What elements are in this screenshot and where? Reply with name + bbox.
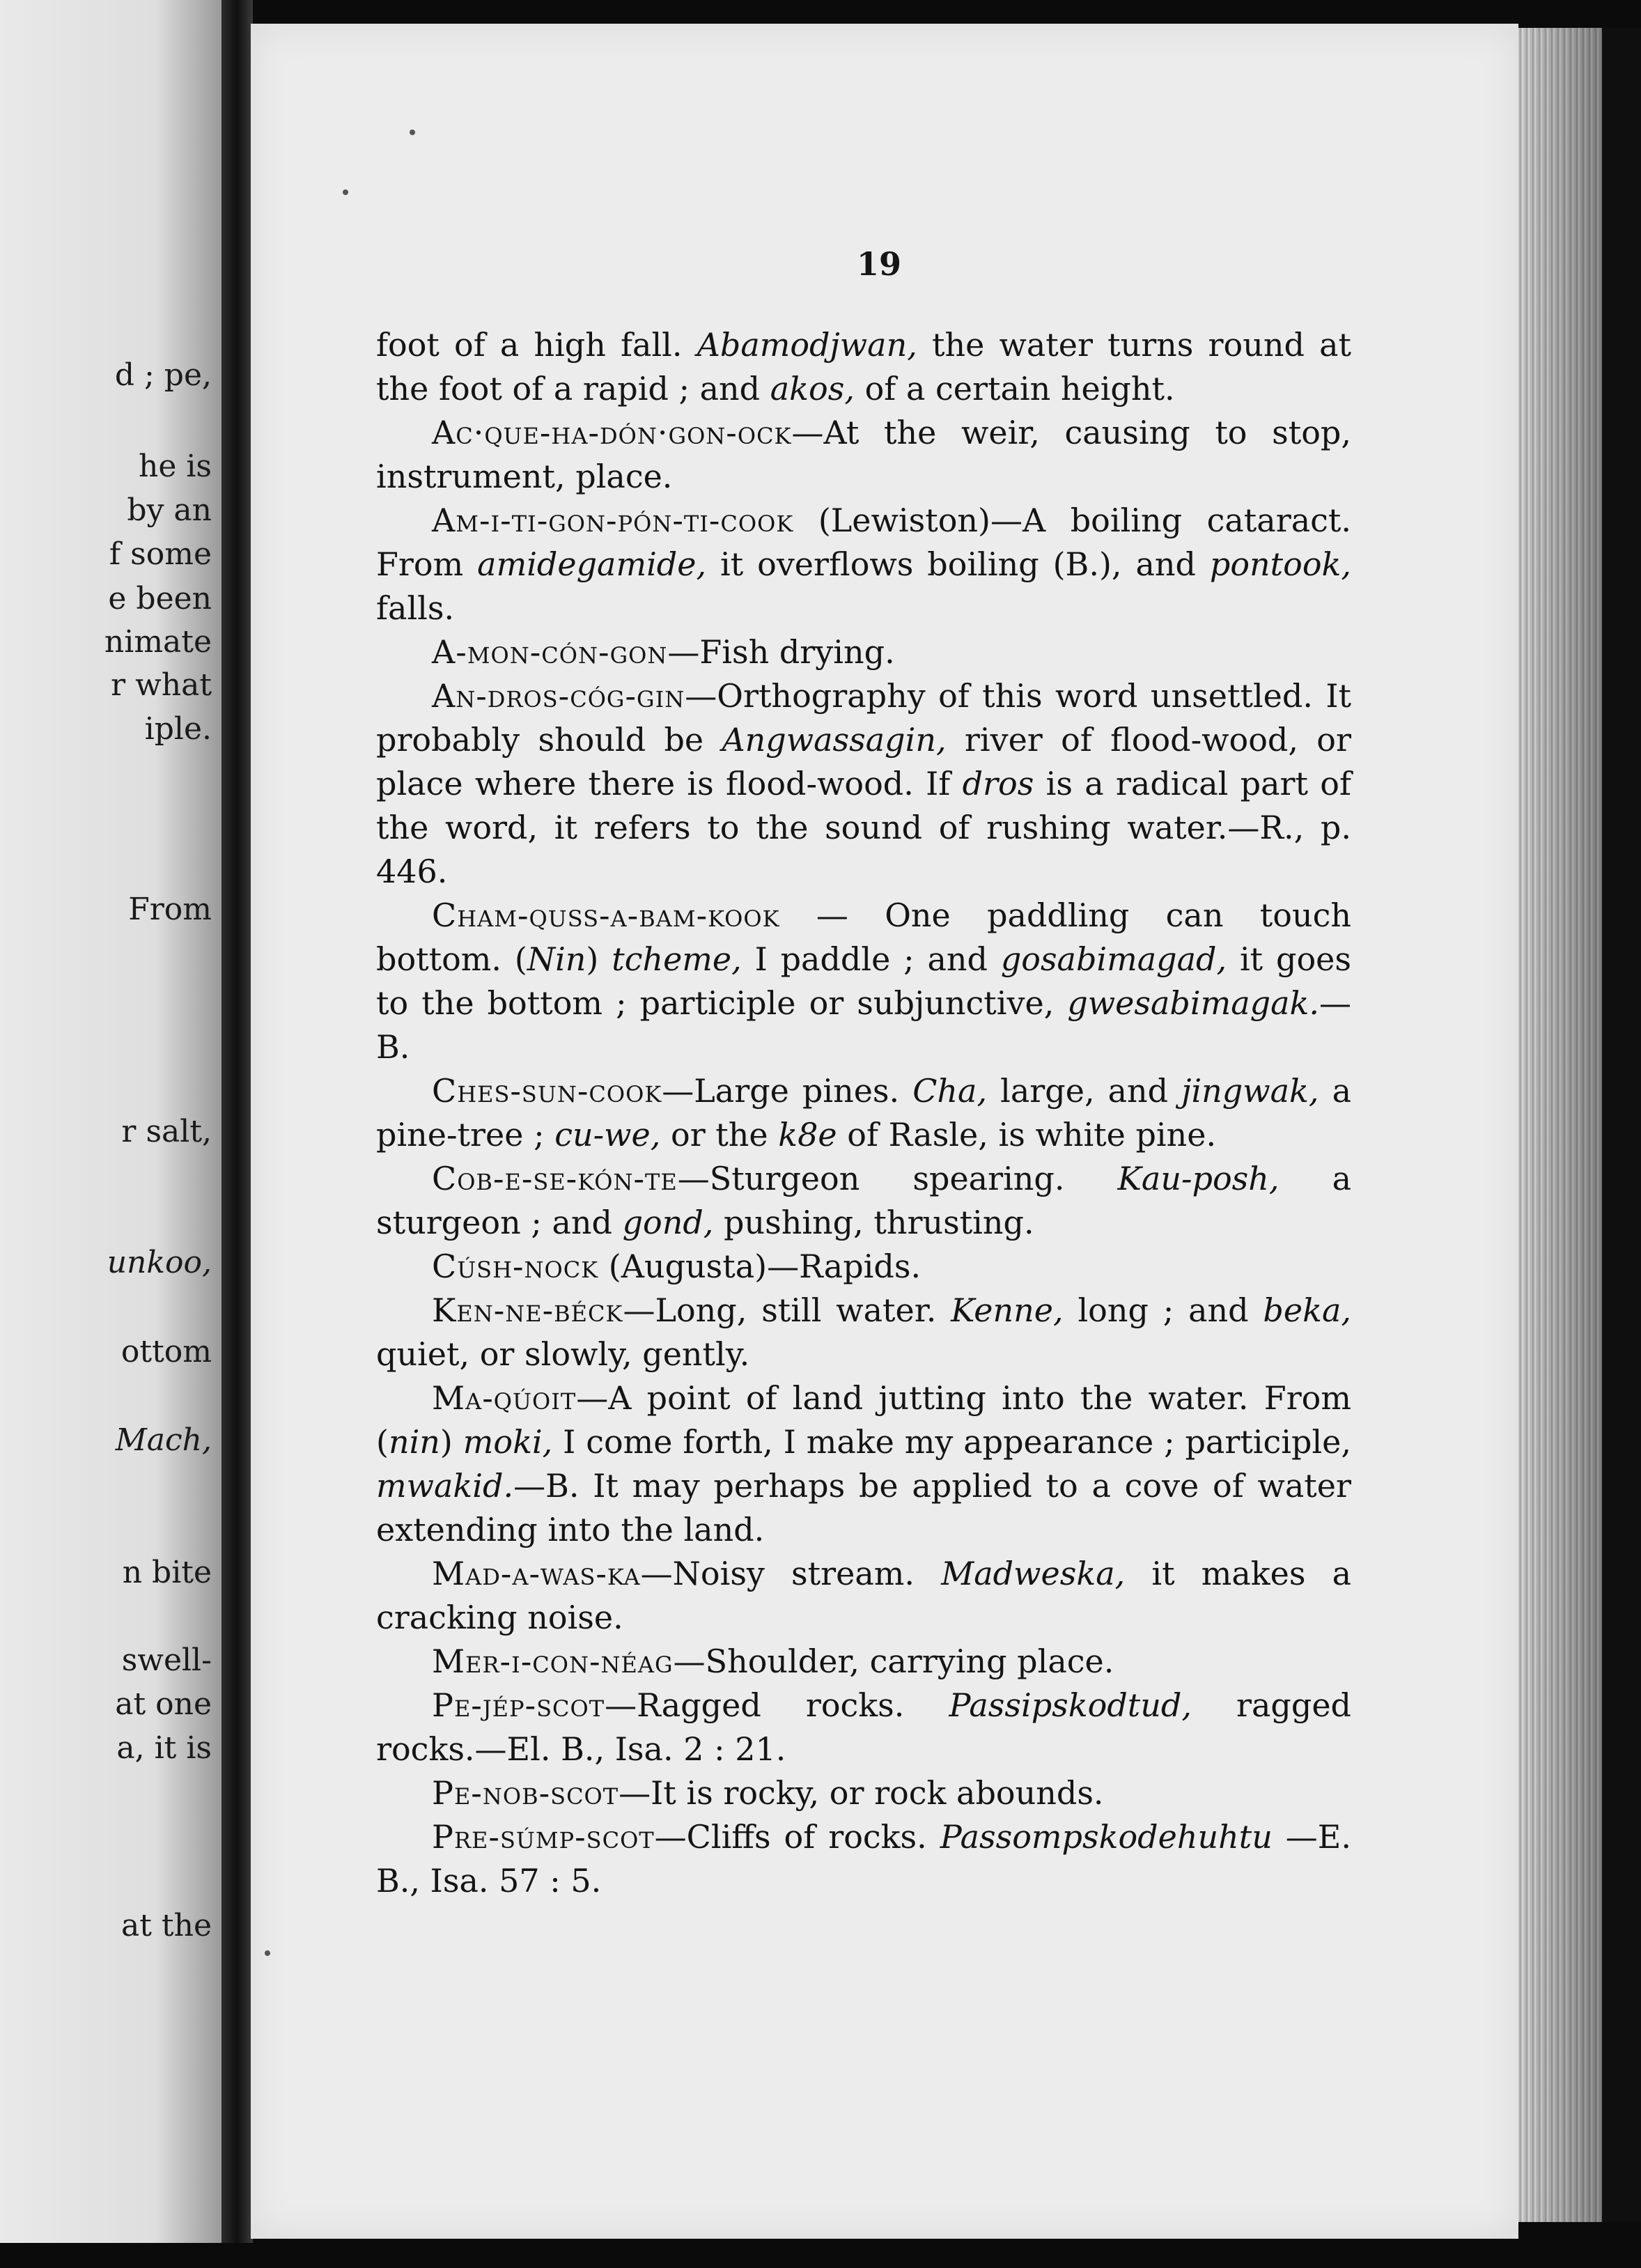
text-run: foot of a high fall. <box>376 326 697 364</box>
text-run: —Large pines. <box>662 1072 913 1110</box>
native-term: jingwak, <box>1181 1072 1319 1110</box>
text-run: —Cliffs of rocks. <box>654 1818 940 1856</box>
page-edges-shadow <box>1518 28 1602 2222</box>
text-run: —At the weir, causing to stop, instrument, place. <box>376 414 1351 495</box>
text-run: —It is rocky, or rock abounds. <box>619 1774 1104 1812</box>
left-page-line: nimate <box>104 624 212 660</box>
speck <box>410 130 415 135</box>
left-page-line: From <box>128 892 212 927</box>
text-run: of Rasle, is white pine. <box>837 1116 1217 1154</box>
entry-cobesekonte <box>376 1157 1351 1245</box>
native-term: dros <box>962 765 1034 802</box>
text-run: —A point of land jutting into the water. From ( <box>376 1379 1351 1461</box>
entry-presumpscot <box>376 1815 1351 1903</box>
entry-chamqussabamkook <box>376 894 1351 1069</box>
native-term: tcheme, <box>612 940 742 978</box>
left-page-line: by an <box>127 492 212 528</box>
native-term: Angwassagin, <box>722 721 947 759</box>
native-term: Kau-posh, <box>1117 1160 1280 1197</box>
entry-amoncongon <box>376 630 1351 674</box>
text-run: long ; and <box>1063 1291 1263 1329</box>
left-page-line: d ; pe, <box>114 357 212 393</box>
native-term: moki, <box>462 1423 553 1461</box>
text-run: ) <box>586 940 612 978</box>
native-term: cu-we, <box>554 1116 661 1154</box>
entry-headword: Ma-qúoit <box>432 1379 577 1417</box>
text-run: —Orthography of this word unsettled. It probably should be <box>376 677 1351 759</box>
text-run: —B. It may perhaps be applied to a cove of water extending into the land. <box>376 1467 1351 1548</box>
text-run: river of flood-wood, or place where there is flood-wood. If <box>376 721 1351 802</box>
entry-headword: Ac·que-ha-dón·gon-ock <box>432 414 792 451</box>
text-run: —Sturgeon spearing. <box>677 1160 1118 1197</box>
dictionary-text <box>376 323 1351 1903</box>
left-page-line: n bite <box>122 1555 212 1590</box>
page-number: 19 <box>857 245 902 283</box>
entry-headword: An-dros-cóg-gin <box>432 677 685 715</box>
text-run: —Ragged rocks. <box>605 1686 949 1724</box>
text-run: of a certain height. <box>854 370 1175 407</box>
entry-maquoit <box>376 1376 1351 1552</box>
native-term: Nin <box>527 940 586 978</box>
entry-headword: Cham-quss-a-bam-kook <box>432 896 780 934</box>
text-run: the water turns round at the foot of a rapid ; and <box>376 326 1351 407</box>
native-term: Abamodjwan, <box>697 326 917 364</box>
entry-chessuncook <box>376 1069 1351 1157</box>
entry-headword: Ken-ne-béck <box>432 1291 623 1329</box>
native-term: Kenne, <box>951 1291 1064 1329</box>
entry-madawaska <box>376 1552 1351 1640</box>
text-run: ) <box>440 1423 463 1461</box>
native-term: k8e <box>778 1116 837 1154</box>
entry-androscoggin <box>376 674 1351 894</box>
speck <box>343 189 348 195</box>
text-run: I come forth, I make my appearance ; participle, <box>552 1423 1351 1461</box>
left-page-line: r salt, <box>121 1114 212 1149</box>
text-run: large, and <box>987 1072 1182 1110</box>
left-page-line: r what <box>111 667 212 703</box>
entry-headword: Pe-nob-scot <box>432 1774 619 1812</box>
native-term: amidegamide, <box>477 545 707 583</box>
text-run: it makes a cracking noise. <box>376 1555 1351 1636</box>
text-run: a pine-tree ; <box>376 1072 1352 1154</box>
text-run: —E. B., Isa. 57 : 5. <box>376 1818 1351 1900</box>
entry-acquehadongonock <box>376 411 1351 499</box>
native-term: beka, <box>1263 1291 1351 1329</box>
continued-paragraph <box>376 323 1351 411</box>
text-run: or the <box>660 1116 779 1154</box>
text-run: falls. <box>376 589 455 627</box>
left-page-line: he is <box>138 449 212 484</box>
entry-cushnock <box>376 1245 1351 1289</box>
entry-penobscot <box>376 1771 1351 1815</box>
left-page-line: ottom <box>120 1334 212 1369</box>
native-term: mwakid. <box>376 1467 514 1505</box>
speck <box>265 1950 270 1956</box>
native-term: gosabimagad, <box>1000 940 1227 978</box>
book-gutter <box>221 0 253 2243</box>
text-run: —Fish drying. <box>667 633 895 671</box>
entry-headword: Mer-i-con-néag <box>432 1642 674 1680</box>
left-page-line: unkoo, <box>107 1245 212 1280</box>
native-term: gwesabimagak. <box>1067 984 1319 1022</box>
entry-kennebeck <box>376 1289 1351 1376</box>
text-run: quiet, or slowly, gently. <box>376 1335 750 1373</box>
left-page-line: e been <box>108 581 212 616</box>
entry-mericonneag <box>376 1640 1351 1684</box>
text-run: a sturgeon ; and <box>376 1160 1351 1241</box>
native-term: gond, <box>622 1204 714 1241</box>
entry-headword: Cúsh-nock <box>432 1248 599 1285</box>
entry-headword: A-mon-cón-gon <box>432 633 668 671</box>
text-run: — One paddling can touch bottom. ( <box>376 896 1351 978</box>
native-term: Passipskodtud, <box>949 1686 1192 1724</box>
entry-headword: Pe-jép-scot <box>432 1686 605 1724</box>
text-run: is a radical part of the word, it refers to the sound of rushing water.—R., p. 446. <box>376 765 1352 890</box>
left-page-line: a, it is <box>116 1730 212 1766</box>
native-term: Cha, <box>912 1072 988 1110</box>
text-run: —Shoulder, carrying place. <box>673 1642 1114 1680</box>
left-page-line: iple. <box>144 711 212 747</box>
native-term: Passompskodehuhtu <box>940 1818 1273 1856</box>
entry-headword: Pre-súmp-scot <box>432 1818 655 1856</box>
left-page-fragment <box>0 0 221 2243</box>
native-term: akos, <box>770 370 855 407</box>
entry-pejepscot <box>376 1684 1351 1771</box>
entry-headword: Am-i-ti-gon-pón-ti-cook <box>432 502 794 539</box>
text-run: (Augusta)—Rapids. <box>598 1248 921 1285</box>
text-run: I paddle ; and <box>741 940 1001 978</box>
entry-headword: Cob-e-se-kón-te <box>432 1160 678 1197</box>
left-page-line: at one <box>115 1686 212 1722</box>
text-run: —B. <box>376 984 1351 1066</box>
left-page-line: at the <box>121 1908 212 1943</box>
text-run: it overflows boiling (B.), and <box>706 545 1210 583</box>
left-page-line: f some <box>109 536 212 572</box>
entry-headword: Ches-sun-cook <box>432 1072 662 1110</box>
text-run: —Long, still water. <box>623 1291 951 1329</box>
text-run: pushing, thrusting. <box>713 1204 1034 1241</box>
book-cover-edge <box>1602 28 1641 2222</box>
entry-amitigonpontic <box>376 499 1351 630</box>
left-page-line: Mach, <box>115 1422 212 1458</box>
native-term: Madweska, <box>941 1555 1126 1592</box>
entry-headword: Mad-a-was-ka <box>432 1555 641 1592</box>
left-page-line: swell- <box>121 1642 212 1678</box>
text-run: it goes to the bottom ; participle or subjunctive, <box>376 940 1351 1022</box>
text-run: (Lewiston)—A boiling cataract. From <box>376 502 1351 583</box>
page-edges <box>1518 28 1602 2222</box>
text-run: —Noisy stream. <box>640 1555 942 1592</box>
text-run: ragged rocks.—El. B., Isa. 2 : 21. <box>376 1686 1351 1768</box>
native-term: nin <box>388 1423 440 1461</box>
native-term: pontook, <box>1209 545 1352 583</box>
